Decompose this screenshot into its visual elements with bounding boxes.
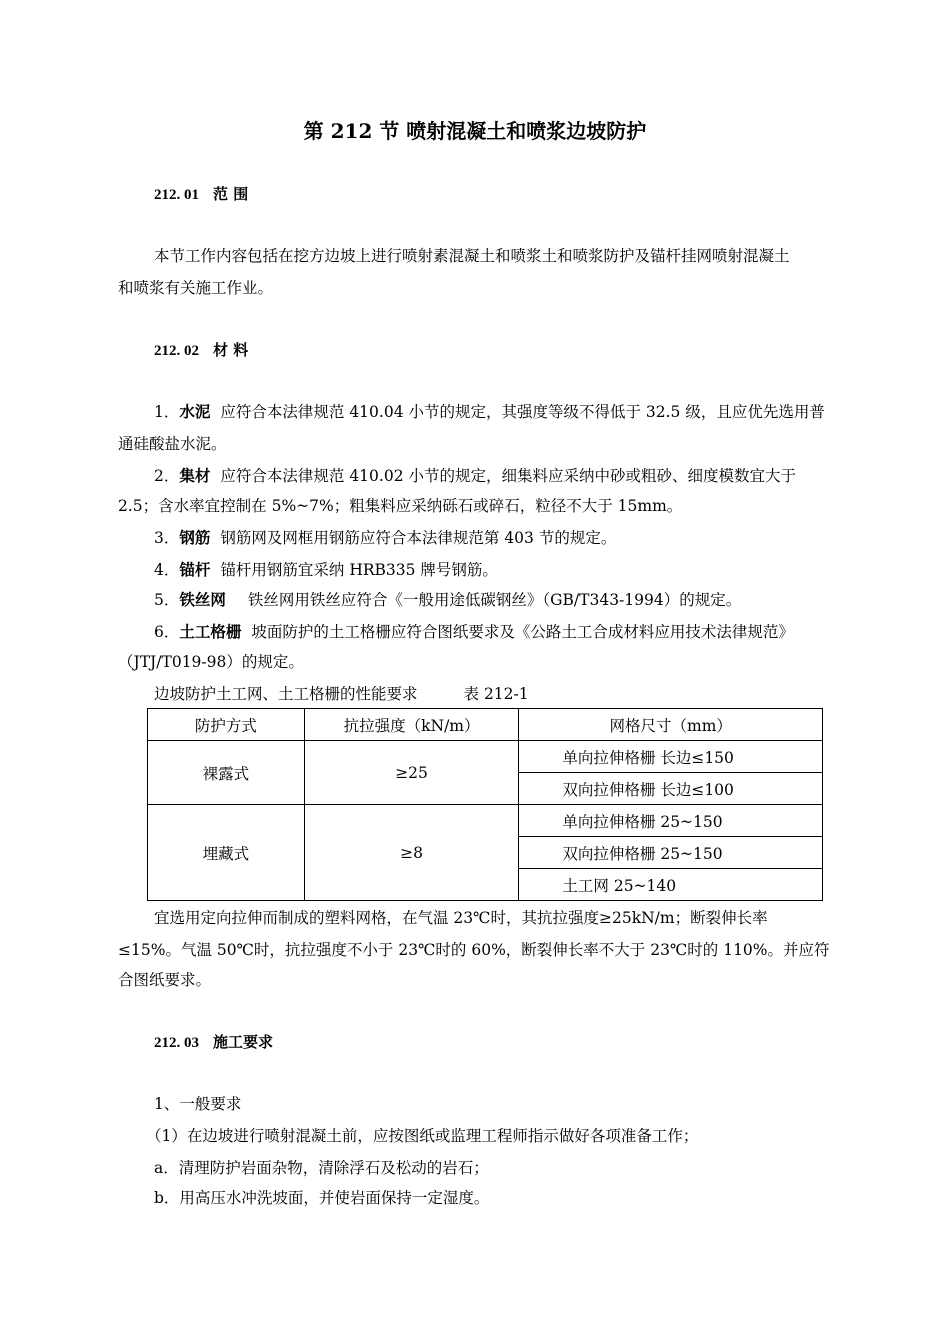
after-table-line: 宜选用定向拉伸而制成的塑料网格，在气温 23℃时，其抗拉强度≥25kN/m；断裂伸长率 (154, 909, 768, 927)
material-anchor: 4．锚杆 锚杆用钢筋宜采纳 HRB335 牌号钢筋。 (154, 560, 498, 579)
performance-table (147, 708, 823, 901)
requirement-item: a．清理防护岩面杂物，清除浮石及松动的岩石； (154, 1159, 489, 1177)
table-row (148, 805, 823, 837)
material-aggregate: 2．集材 应符合本法律规范 410.02 小节的规定，细集料应采纳中砂或粗砂、细度模数宜大于 (154, 466, 796, 485)
requirement-item: （1）在边坡进行喷射混凝土前，应按图纸或监理工程师指示做好各项准备工作； (146, 1127, 699, 1145)
mesh-size-cell: 双向拉伸格栅 25~150 (519, 837, 823, 869)
section-number: 212. 03 (154, 1035, 199, 1051)
method-cell: 埋藏式 (148, 805, 305, 901)
material-aggregate-cont: 2.5；含水率宜控制在 5%~7%；粗集料应采纳砾石或碎石，粒径不大于 15mm。 (118, 497, 683, 515)
section-heading-materials (154, 340, 248, 361)
mesh-size-cell: 双向拉伸格栅 长边≤100 (519, 773, 823, 805)
material-cement: 1．水泥 应符合本法律规范 410.04 小节的规定，其强度等级不得低于 32.5 级，且应优先选用普 (154, 402, 825, 421)
after-table-line: ≤15%。气温 50℃时，抗拉强度不小于 23℃时的 60%，断裂伸长率不大于 23℃时的 110%。并应符 (118, 941, 830, 959)
material-cement-cont: 通硅酸盐水泥。 (118, 435, 227, 453)
after-table-line: 合图纸要求。 (118, 971, 212, 989)
section-heading-scope (154, 184, 248, 205)
section-number: 212. 02 (154, 343, 199, 359)
mesh-size-cell: 单向拉伸格栅 25~150 (519, 805, 823, 837)
section-heading-requirements (154, 1032, 273, 1053)
material-term: 水泥 (179, 402, 211, 421)
table-header-cell: 网格尺寸（mm） (519, 709, 823, 741)
table-header-cell: 防护方式 (148, 709, 305, 741)
section-name: 范 围 (213, 185, 249, 203)
material-wire: 5．铁丝网 铁丝网用铁丝应符合《一般用途低碳钢丝》（GB/T343-1994）的规定。 (154, 590, 742, 609)
section-name: 材 料 (213, 341, 249, 359)
strength-cell: ≥25 (304, 741, 519, 805)
section-number: 212. 01 (154, 187, 199, 203)
mesh-size-cell: 土工网 25~140 (519, 869, 823, 901)
table-caption: 边坡防护土工网、土工格栅的性能要求 表 212-1 (154, 685, 529, 703)
material-term: 铁丝网 (179, 590, 226, 609)
requirement-item: b．用高压水冲洗坡面，并使岩面保持一定湿度。 (154, 1189, 490, 1207)
material-term: 锚杆 (179, 560, 211, 579)
table-header-cell: 抗拉强度（kN/m） (304, 709, 519, 741)
material-term: 集材 (179, 466, 211, 485)
method-cell: 裸露式 (148, 741, 305, 805)
page-title: 第 212 节 喷射混凝土和喷浆边坡防护 (303, 119, 647, 143)
material-geogrid-cont: （JTJ/T019-98）的规定。 (118, 653, 304, 671)
table-header-row (148, 709, 823, 741)
table-number: 表 212-1 (463, 685, 529, 703)
mesh-size-cell: 单向拉伸格栅 长边≤150 (519, 741, 823, 773)
table-row (148, 741, 823, 773)
strength-cell: ≥8 (304, 805, 519, 901)
material-geogrid: 6．土工格栅 坡面防护的土工格栅应符合图纸要求及《公路土工合成材料应用技术法律规范》 (154, 622, 794, 641)
material-rebar: 3．钢筋 钢筋网及网框用钢筋应符合本法律规范第 403 节的规定。 (154, 528, 617, 547)
section-name: 施工要求 (213, 1033, 274, 1051)
material-term: 土工格栅 (179, 622, 242, 641)
scope-paragraph-line: 本节工作内容包括在挖方边坡上进行喷射素混凝土和喷浆土和喷浆防护及锚杆挂网喷射混凝土 (154, 247, 790, 265)
material-term: 钢筋 (179, 528, 211, 547)
requirement-item: 1、一般要求 (154, 1095, 242, 1113)
scope-paragraph-line: 和喷浆有关施工作业。 (118, 279, 274, 297)
